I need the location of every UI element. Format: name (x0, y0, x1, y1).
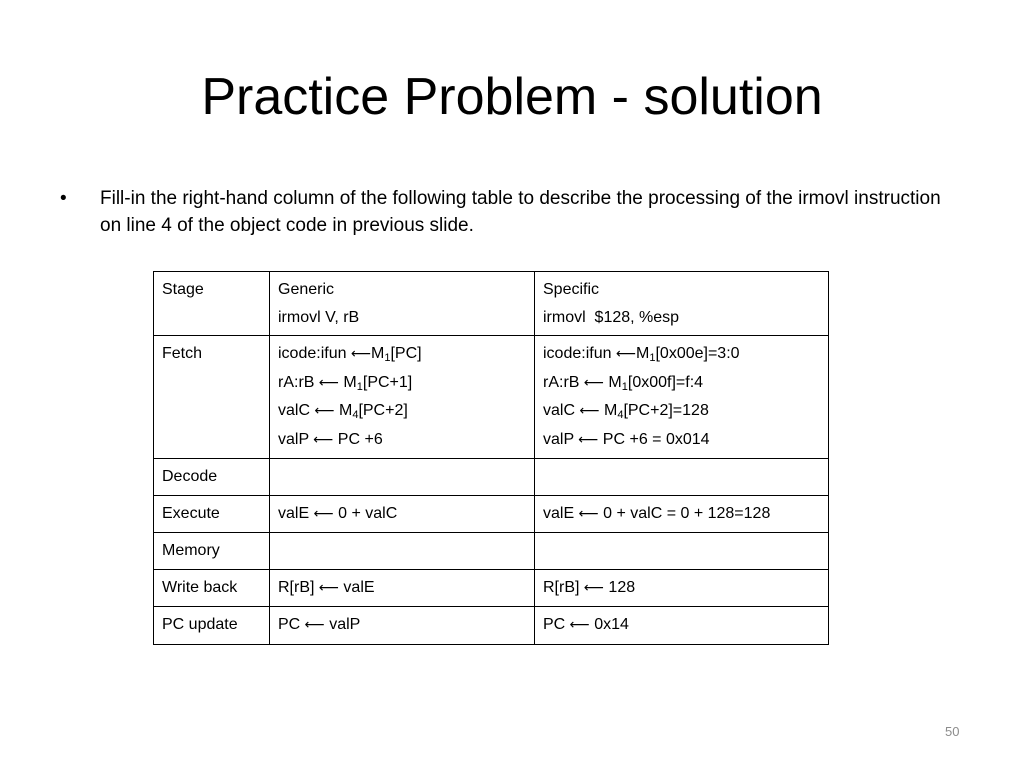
generic-header-cell (270, 272, 535, 336)
stage-cell: Fetch (154, 336, 270, 459)
fetch-generic-line: valP ⟵ PC +6 (278, 430, 383, 448)
generic-cell (270, 459, 535, 496)
table-row-pc-update (154, 607, 829, 645)
bullet-dot: • (60, 188, 67, 209)
fetch-specific-line: icode:ifun $⟵M_1[0x00e]=3:0$ (543, 345, 740, 364)
pipeline-stages-table (153, 271, 829, 645)
specific-cell: PC ⟵ 0x14 (535, 607, 829, 645)
table-row-execute (154, 495, 829, 533)
generic-cell: valE ⟵ 0 + valC (270, 495, 535, 533)
table-row-memory (154, 533, 829, 570)
left-arrow-icon: ⟵ (350, 346, 372, 362)
specific-cell (535, 336, 829, 459)
fetch-specific-line: valC ⟵ $M_4[PC+2]=128$ (543, 402, 709, 421)
stage-cell: Decode (154, 459, 270, 496)
fetch-generic-line: icode:ifun $⟵M_1[PC]$ (278, 345, 422, 364)
left-arrow-icon: ⟵ (615, 346, 637, 362)
generic-cell (270, 533, 535, 570)
table-header-row (154, 272, 829, 336)
specific-header-cell (535, 272, 829, 336)
table-row-fetch (154, 336, 829, 459)
left-arrow-icon: ⟵ (304, 617, 325, 633)
left-arrow-icon: ⟵ (578, 505, 599, 522)
left-arrow-icon: ⟵ (578, 431, 599, 448)
left-arrow-icon: ⟵ (318, 579, 339, 596)
fetch-generic-line: rA:rB ⟵ $M_1[PC+1]$ (278, 373, 413, 393)
specific-instruction: irmovl $128, %esp (543, 308, 680, 326)
generic-cell: PC ⟵ valP (270, 607, 535, 645)
stage-cell: Memory (154, 533, 270, 570)
left-arrow-icon: ⟵ (314, 403, 335, 419)
left-arrow-icon: ⟵ (583, 579, 604, 596)
left-arrow-icon: ⟵ (579, 403, 600, 419)
bullet-text: Fill-in the right-hand column of the following table to describe the processing of the irmovl instruction on line 4 of the object code in previous slide. (100, 188, 941, 236)
fetch-generic-line: valC ⟵ $M_4[PC+2]$ (278, 402, 408, 421)
table-row-write-back (154, 569, 829, 607)
generic-header-label: Generic (278, 281, 335, 298)
specific-cell: R[rB] ⟵ 128 (535, 569, 829, 607)
specific-cell: valE ⟵ 0 + valC = 0 + 128=128 (535, 495, 829, 533)
specific-header-label: Specific (543, 281, 600, 298)
specific-cell (535, 533, 829, 570)
fetch-specific-line: rA:rB ⟵ $M_1[0x00f]=f:4$ (543, 373, 704, 393)
table-row-decode (154, 459, 829, 496)
left-arrow-icon: ⟵ (313, 505, 334, 522)
left-arrow-icon: ⟵ (318, 374, 339, 391)
left-arrow-icon: ⟵ (569, 617, 590, 633)
stage-cell: Execute (154, 495, 270, 533)
stage-cell: PC update (154, 607, 270, 645)
generic-cell (270, 336, 535, 459)
generic-cell: R[rB] ⟵ valE (270, 569, 535, 607)
generic-instruction: irmovl V, rB (278, 308, 360, 326)
specific-cell (535, 459, 829, 496)
left-arrow-icon: ⟵ (313, 431, 334, 448)
stage-header-cell: Stage (154, 272, 270, 336)
slide-title: Practice Problem - solution (201, 68, 823, 126)
left-arrow-icon: ⟵ (583, 374, 604, 391)
page-number: 50 (945, 724, 960, 739)
stage-cell: Write back (154, 569, 270, 607)
bullet-item (60, 185, 960, 239)
fetch-specific-line: valP ⟵ PC +6 = 0x014 (543, 430, 710, 448)
